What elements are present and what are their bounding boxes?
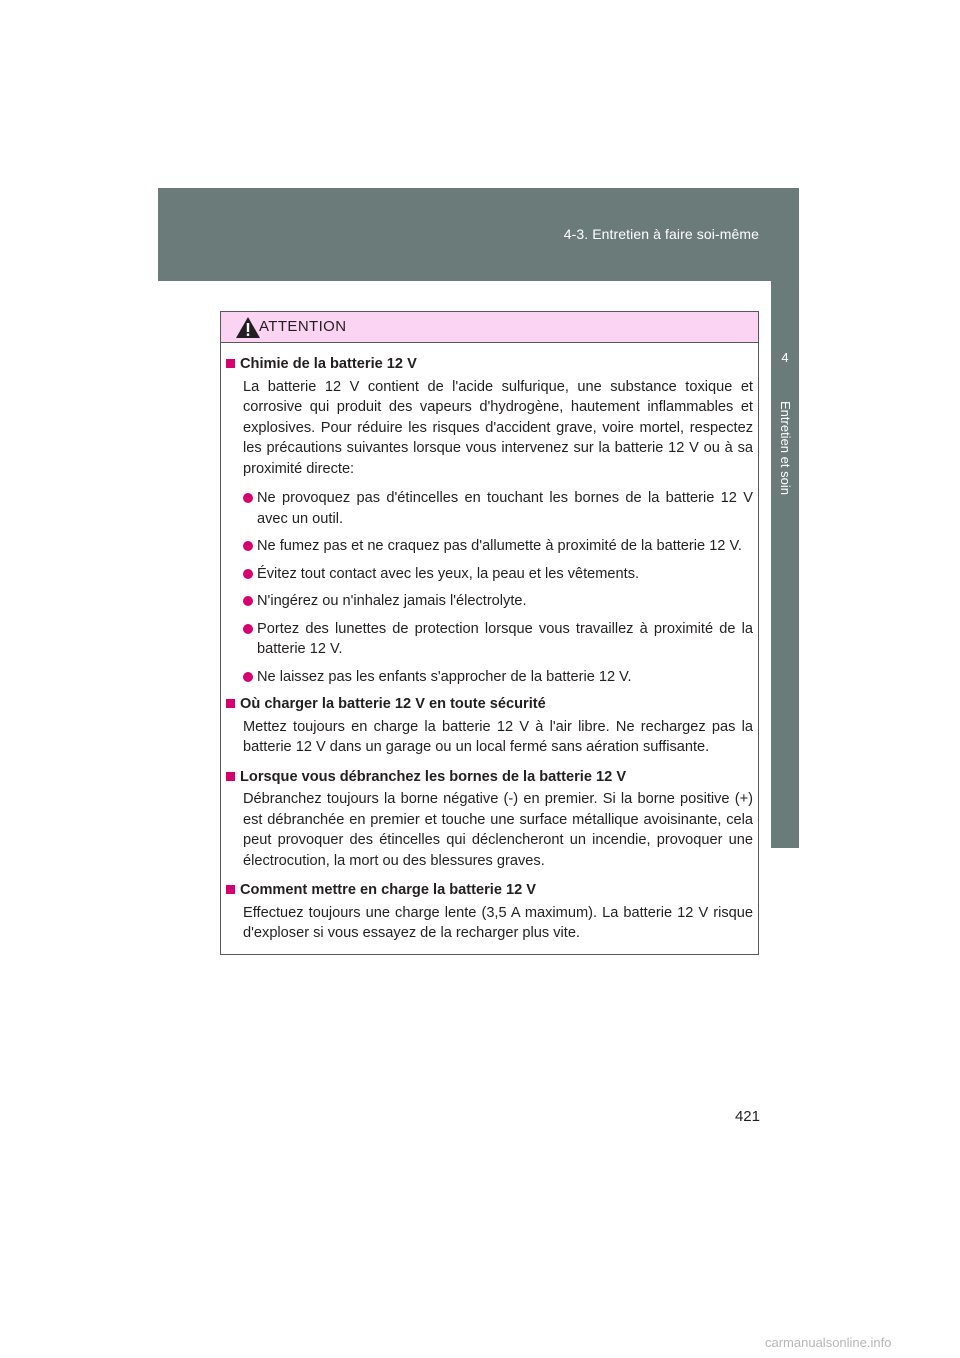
chapter-number: 4 (781, 350, 789, 365)
square-bullet-icon (226, 699, 235, 708)
circle-bullet-icon (243, 569, 253, 579)
list-item (243, 564, 753, 585)
section-paragraph: La batterie 12 V contient de l'acide sulfurique, une substance toxique et corrosive qui produit des vapeurs d'hydrogène, hautement inflammables et explosives. Pour réduire les risques d'accident grave, voire mortel, respectez les précautions suivantes lorsque vous intervenez sur la batterie 12 V ou à sa proximité directe: (243, 378, 753, 477)
header-band (158, 188, 799, 281)
warning-title: ATTENTION (259, 318, 347, 335)
list-item-text: N'ingérez ou n'inhalez jamais l'électrolyte. (257, 593, 527, 609)
square-bullet-icon (226, 772, 235, 781)
section-heading-text: Lorsque vous débranchez les bornes de la batterie 12 V (240, 768, 627, 785)
page-number: 421 (734, 1108, 760, 1125)
circle-bullet-icon (243, 624, 253, 634)
section-heading (226, 354, 753, 375)
list-item-text: Ne provoquez pas d'étincelles en touchant les bornes de la batterie 12 V avec un outil. (257, 490, 753, 527)
list-item (243, 667, 753, 688)
section-paragraph: Débranchez toujours la borne négative (-) en premier. Si la borne positive (+) est débranchée en premier et touche une surface métallique avoisinante, cela peut provoquer des étincelles qui déclencheront un incendie, provoquer une électrocution, la mort ou des blessures graves. (243, 791, 753, 869)
chapter-label: Entretien et soin (778, 401, 793, 495)
list-item-text: Évitez tout contact avec les yeux, la peau et les vêtements. (257, 565, 640, 582)
section-heading (226, 767, 753, 788)
list-item (243, 488, 753, 529)
section-heading-text: Comment mettre en charge la batterie 12 V (240, 882, 537, 898)
list-item-text: Ne fumez pas et ne craquez pas d'allumette à proximité de la batterie 12 V. (257, 538, 742, 554)
section-paragraph: Effectuez toujours une charge lente (3,5 A maximum). La batterie 12 V risque d'exploser si vous essayez de la recharger plus vite. (243, 904, 753, 941)
section-heading-text: Où charger la batterie 12 V en toute sécurité (240, 696, 546, 712)
circle-bullet-icon (243, 596, 253, 606)
list-item (243, 619, 753, 660)
circle-bullet-icon (243, 541, 253, 551)
list-item-text: Portez des lunettes de protection lorsque vous travaillez à proximité de la batterie 12 V. (257, 620, 753, 657)
square-bullet-icon (226, 885, 235, 894)
section-heading (226, 880, 753, 901)
list-item-text: Ne laissez pas les enfants s'approcher de la batterie 12 V. (257, 668, 632, 685)
warning-box (220, 311, 759, 955)
chapter-side-tab (771, 281, 799, 848)
section-paragraph: Mettez toujours en charge la batterie 12 V à l'air libre. Ne rechargez pas la batterie 12 V dans un garage ou un local fermé sans aération suffisante. (243, 718, 753, 755)
section-heading (226, 694, 753, 715)
list-item (243, 536, 753, 557)
list-item (243, 591, 753, 612)
circle-bullet-icon (243, 493, 253, 503)
section-title: 4-3. Entretien à faire soi-même (563, 226, 759, 242)
circle-bullet-icon (243, 672, 253, 682)
square-bullet-icon (226, 359, 235, 368)
section-heading-text: Chimie de la batterie 12 V (240, 356, 417, 372)
warning-triangle-icon (235, 316, 261, 339)
warning-header (221, 312, 758, 343)
warning-body (221, 343, 758, 944)
watermark: carmanualsonline.info (765, 1335, 892, 1350)
